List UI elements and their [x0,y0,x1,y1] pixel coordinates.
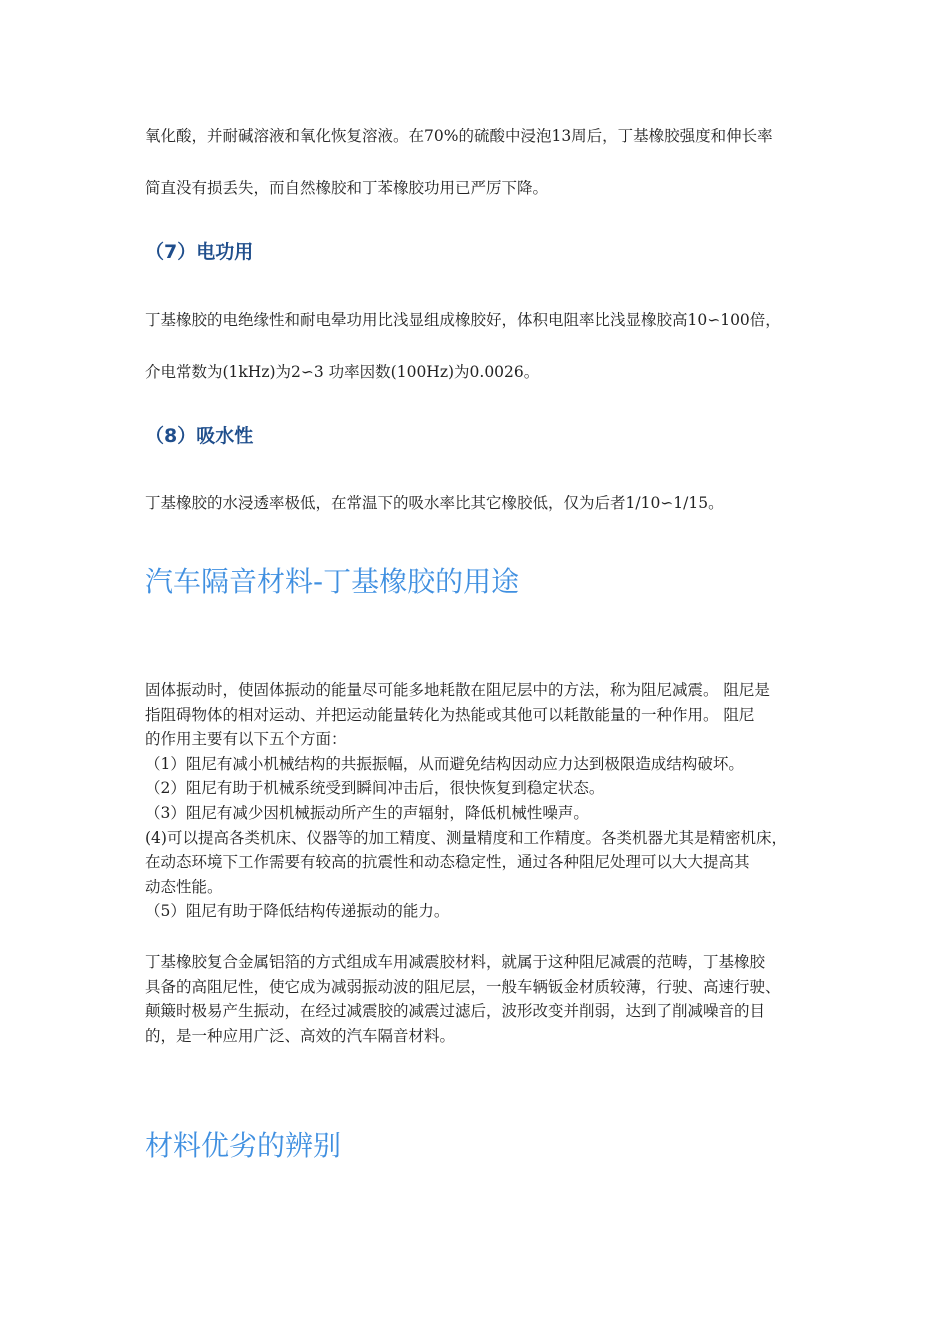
damping-intro [145,678,787,924]
acid-resistance-line-2: 简直没有损丢失，而自然橡胶和丁苯橡胶功用已严厉下降。 [145,179,549,197]
damping-point: （3）阻尼有减少因机械振动所产生的声辐射，降低机械性噪声。 [145,803,589,822]
damping-point: 动态性能。 [145,877,223,896]
damping-intro-line: 指阻碍物体的相对运动、并把运动能量转化为热能或其他可以耗散能量的一种作用。 阻尼 [145,705,755,724]
quality-section-title: 材料优劣的辨别 [145,1129,342,1162]
damping-intro-line: 的作用主要有以下五个方面： [145,730,347,749]
summary-line: 的，是一种应用广泛、高效的汽车隔音材料。 [145,1026,456,1045]
water-heading: （8）吸水性 [145,425,254,447]
damping-point: （2）阻尼有助于机械系统受到瞬间冲击后，很快恢复到稳定状态。 [145,779,605,798]
damping-point: （5）阻尼有助于降低结构传递振动的能力。 [145,902,450,921]
electric-heading: （7）电功用 [145,241,254,263]
acid-resistance-line-1: 氧化酸，并耐碱溶液和氧化恢复溶液。在70%的硫酸中浸泡13周后，丁基橡胶强度和伸长率 [145,127,773,145]
summary-line: 颠簸时极易产生振动，在经过减震胶的减震过滤后，波形改变并削弱，达到了削减噪音的目 [145,1002,766,1021]
electric-line-1: 丁基橡胶的电绝缘性和耐电晕功用比浅显组成橡胶好，体积电阻率比浅显橡胶高10∽100倍， [145,311,781,329]
butyl-summary [145,950,781,1048]
electric-line-2: 介电常数为(1kHz)为2∽3 功率因数(100Hz)为0.0026。 [145,363,540,381]
damping-point: 在动态环境下工作需要有较高的抗震性和动态稳定性，通过各种阻尼处理可以大大提高其 [145,853,750,872]
damping-intro-line: 固体振动时，使固体振动的能量尽可能多地耗散在阻尼层中的方法，称为阻尼减震。 阻尼是 [145,681,770,699]
damping-point: （1）阻尼有减小机械结构的共振振幅，从而避免结构因动应力达到极限造成结构破坏。 [145,754,744,773]
summary-line: 具备的高阻尼性，使它成为减弱振动波的阻尼层，一般车辆钣金材质较薄，行驶、高速行驶、 [145,977,781,996]
uses-section-title: 汽车隔音材料-丁基橡胶的用途 [145,565,520,598]
damping-point: (4)可以提高各类机床、仪器等的加工精度、测量精度和工作精度。各类机器尤其是精密机床， [145,828,787,847]
summary-line: 丁基橡胶复合金属铝箔的方式组成车用减震胶材料，就属于这种阻尼减震的范畴，丁基橡胶 [145,953,766,971]
water-line: 丁基橡胶的水浸透率极低，在常温下的吸水率比其它橡胶低，仅为后者1/10∽1/15。 [145,494,724,512]
